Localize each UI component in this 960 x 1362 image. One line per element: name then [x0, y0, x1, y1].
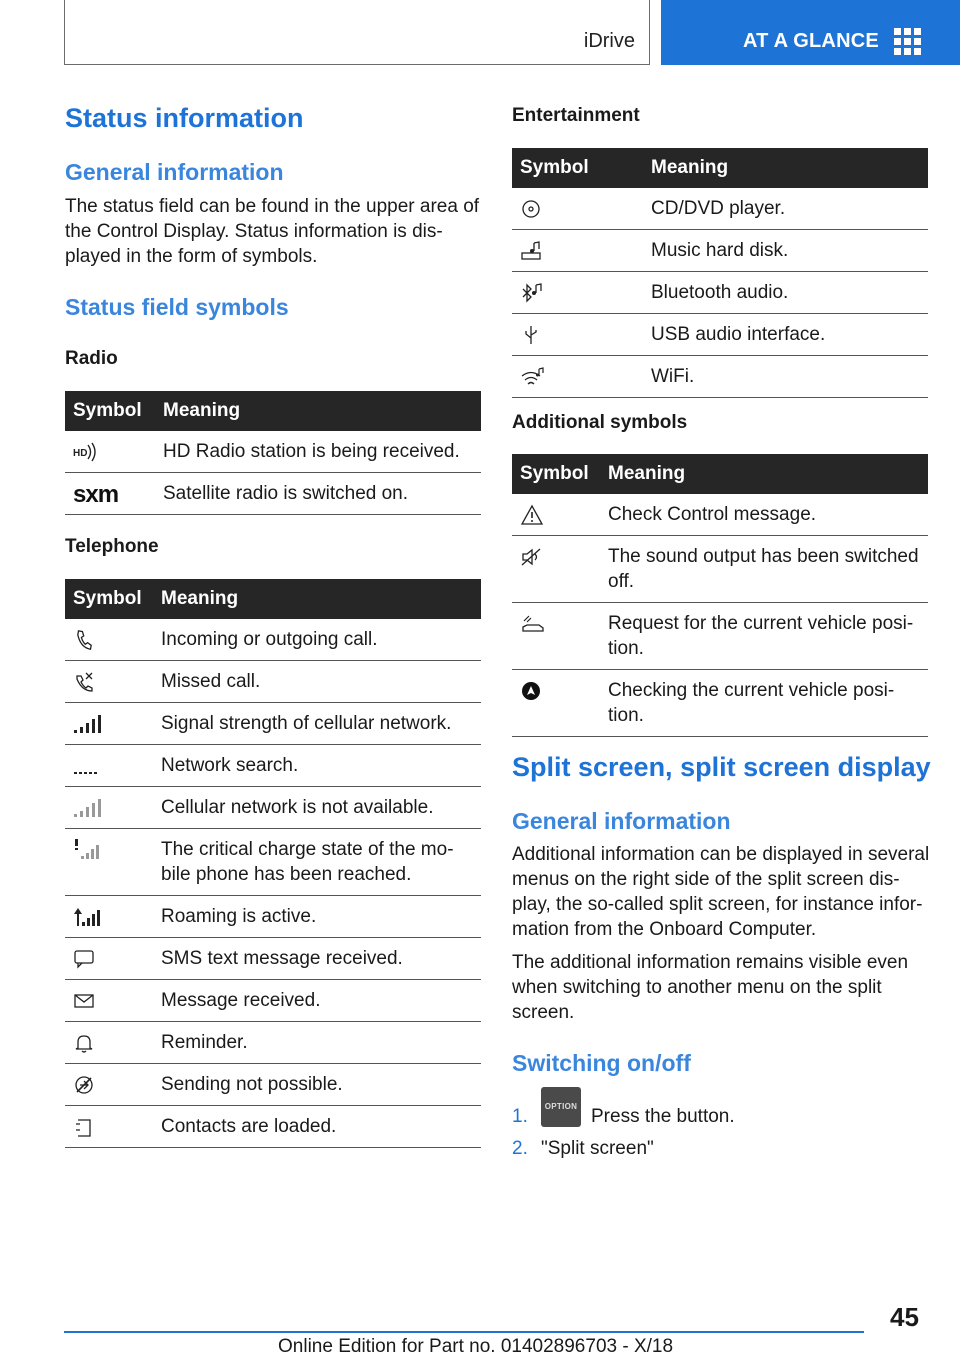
section-label: AT A GLANCE: [743, 30, 879, 52]
table-row: [512, 603, 928, 670]
meaning-cell: Sending not possible.: [153, 1064, 481, 1106]
meaning-cell: WiFi.: [643, 356, 928, 398]
meaning-cell: Request for the current vehicle posi‐ tion.: [600, 603, 928, 670]
split-text-1: Additional information can be displayed in several menus on the right side of the split screen dis‐ play, the so-called split screen, for instance infor‐ mation from the Onboard Computer.: [512, 844, 930, 940]
table-row: [512, 188, 928, 230]
col-symbol: Symbol: [65, 579, 153, 619]
sound-off-icon: [520, 546, 544, 568]
missed-call-icon: [73, 671, 95, 693]
col-symbol: Symbol: [65, 391, 155, 431]
grid-menu-icon[interactable]: [894, 28, 922, 56]
header-chapter-box: [64, 0, 650, 65]
entertainment-table: [512, 148, 928, 398]
header-section-tab[interactable]: [661, 0, 960, 65]
meaning-cell: CD/DVD player.: [643, 188, 928, 230]
hard-disk-icon: [520, 240, 544, 262]
option-button-icon: OPTION: [541, 1087, 581, 1127]
col-meaning: Meaning: [153, 579, 481, 619]
table-row: [65, 980, 481, 1022]
meaning-cell: Bluetooth audio.: [643, 272, 928, 314]
additional-symbols-heading: Additional symbols: [512, 412, 688, 433]
bluetooth-audio-icon: [520, 282, 544, 304]
table-row: [65, 473, 481, 515]
chapter-label: iDrive: [583, 30, 635, 52]
meaning-cell: Reminder.: [153, 1022, 481, 1064]
low-battery-phone-icon: [73, 839, 101, 861]
network-search-icon: [73, 755, 101, 777]
vehicle-position-request-icon: [520, 613, 546, 635]
radio-table: [65, 391, 481, 515]
col-meaning: Meaning: [600, 454, 928, 494]
radio-heading: Radio: [65, 348, 118, 369]
bell-icon: [73, 1032, 95, 1054]
contacts-icon: [73, 1116, 95, 1138]
step-number: 1.: [512, 1106, 528, 1127]
col-symbol: Symbol: [512, 148, 643, 188]
table-row: [65, 703, 481, 745]
meaning-cell: Network search.: [153, 745, 481, 787]
sxm-satellite-radio-logo: [73, 483, 145, 505]
warning-triangle-icon: [520, 504, 544, 526]
vehicle-position-check-icon: [520, 680, 542, 702]
meaning-cell: The critical charge state of the mo‐ bile phone has been reached.: [153, 829, 481, 896]
no-network-icon: [73, 797, 101, 819]
meaning-cell: Satellite radio is switched on.: [155, 473, 481, 515]
meaning-cell: Incoming or outgoing call.: [153, 619, 481, 661]
meaning-cell: Cellular network is not available.: [153, 787, 481, 829]
split-general-heading: General information: [512, 808, 731, 834]
step-text: "Split screen": [541, 1138, 654, 1159]
entertainment-heading: Entertainment: [512, 105, 640, 126]
edition-text: Online Edition for Part no. 01402896703 - X/18: [278, 1336, 674, 1357]
sending-disabled-icon: [73, 1074, 95, 1096]
general-info-text: The status field can be found in the upper area of the Control Display. Status information is dis‐ played in the form of symbols.: [65, 196, 480, 267]
meaning-cell: USB audio interface.: [643, 314, 928, 356]
table-row: [65, 829, 481, 896]
table-row: [512, 536, 928, 603]
signal-strength-icon: [73, 713, 101, 735]
table-row: [65, 619, 481, 661]
hd-radio-icon: [73, 441, 97, 463]
table-row: [65, 938, 481, 980]
table-row: [512, 272, 928, 314]
table-row: [512, 230, 928, 272]
meaning-cell: Missed call.: [153, 661, 481, 703]
usb-icon: [520, 324, 542, 346]
roaming-icon: [73, 906, 101, 928]
telephone-heading: Telephone: [65, 536, 159, 557]
table-row: [512, 314, 928, 356]
page-number: 45: [890, 1302, 919, 1332]
disc-icon: [520, 198, 542, 220]
general-info-heading: General information: [65, 159, 284, 185]
split-screen-title: Split screen, split screen display: [512, 752, 931, 782]
step-number: 2.: [512, 1138, 528, 1159]
envelope-icon: [73, 990, 95, 1012]
meaning-cell: Roaming is active.: [153, 896, 481, 938]
col-meaning: Meaning: [155, 391, 481, 431]
table-row: [65, 1106, 481, 1148]
meaning-cell: Contacts are loaded.: [153, 1106, 481, 1148]
telephone-table: [65, 579, 481, 1148]
meaning-cell: Message received.: [153, 980, 481, 1022]
meaning-cell: SMS text message received.: [153, 938, 481, 980]
table-row: [65, 661, 481, 703]
page-title: Status information: [65, 103, 304, 133]
meaning-cell: Checking the current vehicle posi‐ tion.: [600, 670, 928, 737]
col-symbol: Symbol: [512, 454, 600, 494]
footer-divider: [64, 1331, 864, 1333]
table-row: [65, 745, 481, 787]
svg-text:HD: HD: [73, 448, 88, 459]
meaning-cell: The sound output has been switched off.: [600, 536, 928, 603]
meaning-cell: Check Control message.: [600, 494, 928, 536]
meaning-cell: Music hard disk.: [643, 230, 928, 272]
table-row: [512, 670, 928, 737]
meaning-cell: HD Radio station is being received.: [155, 431, 481, 473]
sms-icon: [73, 948, 95, 970]
table-row: [512, 356, 928, 398]
table-row: [65, 1064, 481, 1106]
phone-call-icon: [73, 629, 95, 651]
table-row: [65, 896, 481, 938]
additional-symbols-table: [512, 454, 928, 737]
status-symbols-heading: Status field symbols: [65, 294, 289, 320]
meaning-cell: Signal strength of cellular network.: [153, 703, 481, 745]
step-text: Press the button.: [591, 1106, 735, 1127]
svg-text:sxm: sxm: [73, 483, 119, 505]
table-row: [65, 787, 481, 829]
table-row: [65, 1022, 481, 1064]
col-meaning: Meaning: [643, 148, 928, 188]
wifi-icon: [520, 366, 546, 388]
table-row: [512, 494, 928, 536]
switching-heading: Switching on/off: [512, 1050, 691, 1076]
split-text-2: The additional information remains visible even when switching to another menu on the split screen.: [512, 952, 909, 1023]
table-row: [65, 431, 481, 473]
